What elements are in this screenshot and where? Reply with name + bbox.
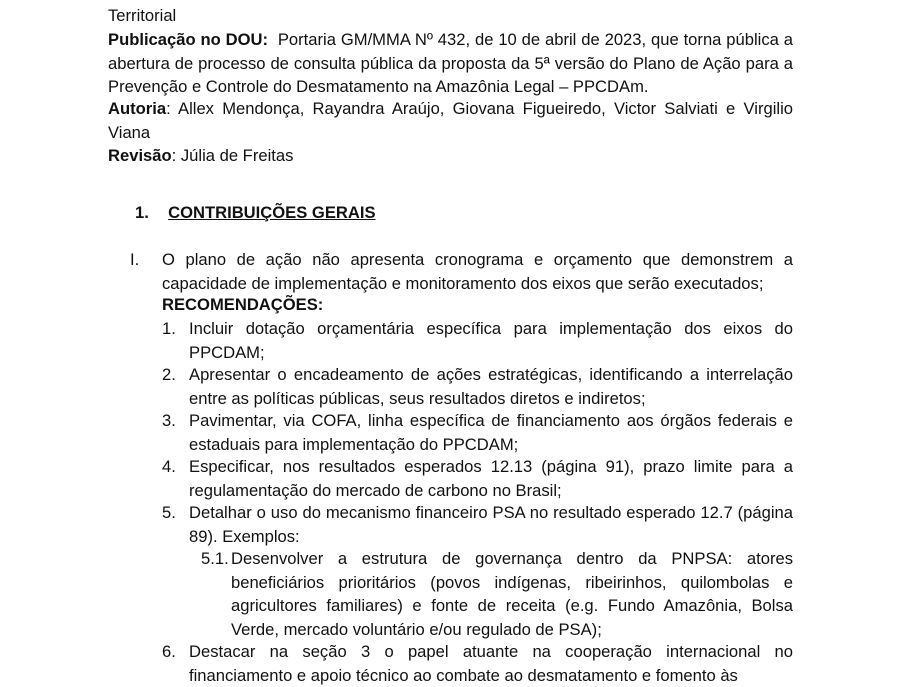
rec-number: 6. <box>162 642 176 661</box>
rec-subtext: Desenvolver a estrutura de governança dentro da PNPSA: atores beneficiários prioritários (povos indígenas, ribeirinhos, quilombolas e agricultores familiares) e fonte de receita (e.g. Fundo Amazônia, Bolsa Verde, mercado voluntário e/ou regulado de PSA); <box>231 549 793 639</box>
section-number: 1. <box>135 203 149 222</box>
section-heading <box>135 201 376 225</box>
recommendations-label: RECOMENDAÇÕES: <box>162 295 324 314</box>
rec-number: 1. <box>162 319 176 338</box>
rec-number: 2. <box>162 365 176 384</box>
rec-subnumber: 5.1. <box>201 549 229 568</box>
authorship-label: Autoria <box>108 99 167 118</box>
rec-number: 5. <box>162 503 176 522</box>
review-text: : Júlia de Freitas <box>171 146 294 165</box>
rec-number: 3. <box>162 411 176 430</box>
section-title: CONTRIBUIÇÕES GERAIS <box>168 203 376 222</box>
territorial-text: Territorial <box>108 6 177 25</box>
rec-text: Incluir dotação orçamentária específica para implementação dos eixos do PPCDAM; <box>189 319 793 362</box>
review-paragraph <box>108 144 793 168</box>
item-marker: I. <box>130 250 140 269</box>
rec-text: Pavimentar, via COFA, linha específica de financiamento aos órgãos federais e estaduais para implementação do PPCDAM; <box>189 411 793 454</box>
territorial-line <box>108 4 793 28</box>
rec-text: Especificar, nos resultados esperados 12.13 (página 91), prazo limite para a regulamentação do mercado de carbono no Brasil; <box>189 457 793 500</box>
authorship-paragraph <box>108 97 793 144</box>
publication-label: Publicação no DOU: <box>108 30 269 49</box>
publication-text: Portaria GM/MMA Nº 432, de 10 de abril de 2023, que torna pública a abertura de processo de consulta pública da proposta da 5ª versão do Plano de Ação para a Prevenção e Controle do Desmatamento na Amazônia Legal – PPCDAm. <box>108 30 793 96</box>
rec-text: Destacar na seção 3 o papel atuante na cooperação internacional no financiamento e apoio técnico ao combate ao desmatamento e fomento às <box>189 642 793 685</box>
item-text: O plano de ação não apresenta cronograma e orçamento que demonstrem a capacidade de implementação e monitoramento dos eixos que serão executados; <box>162 250 793 293</box>
rec-text: Apresentar o encadeamento de ações estratégicas, identificando a interrelação entre as políticas públicas, seus resultados diretos e indiretos; <box>189 365 793 408</box>
publication-paragraph <box>108 28 793 99</box>
rec-number: 4. <box>162 457 176 476</box>
authorship-text: : Allex Mendonça, Rayandra Araújo, Giovana Figueiredo, Victor Salviati e Virgilio Viana <box>108 99 793 142</box>
rec-text: Detalhar o uso do mecanismo financeiro PSA no resultado esperado 12.7 (página 89). Exemplos: <box>189 503 793 546</box>
review-label: Revisão <box>108 146 172 165</box>
